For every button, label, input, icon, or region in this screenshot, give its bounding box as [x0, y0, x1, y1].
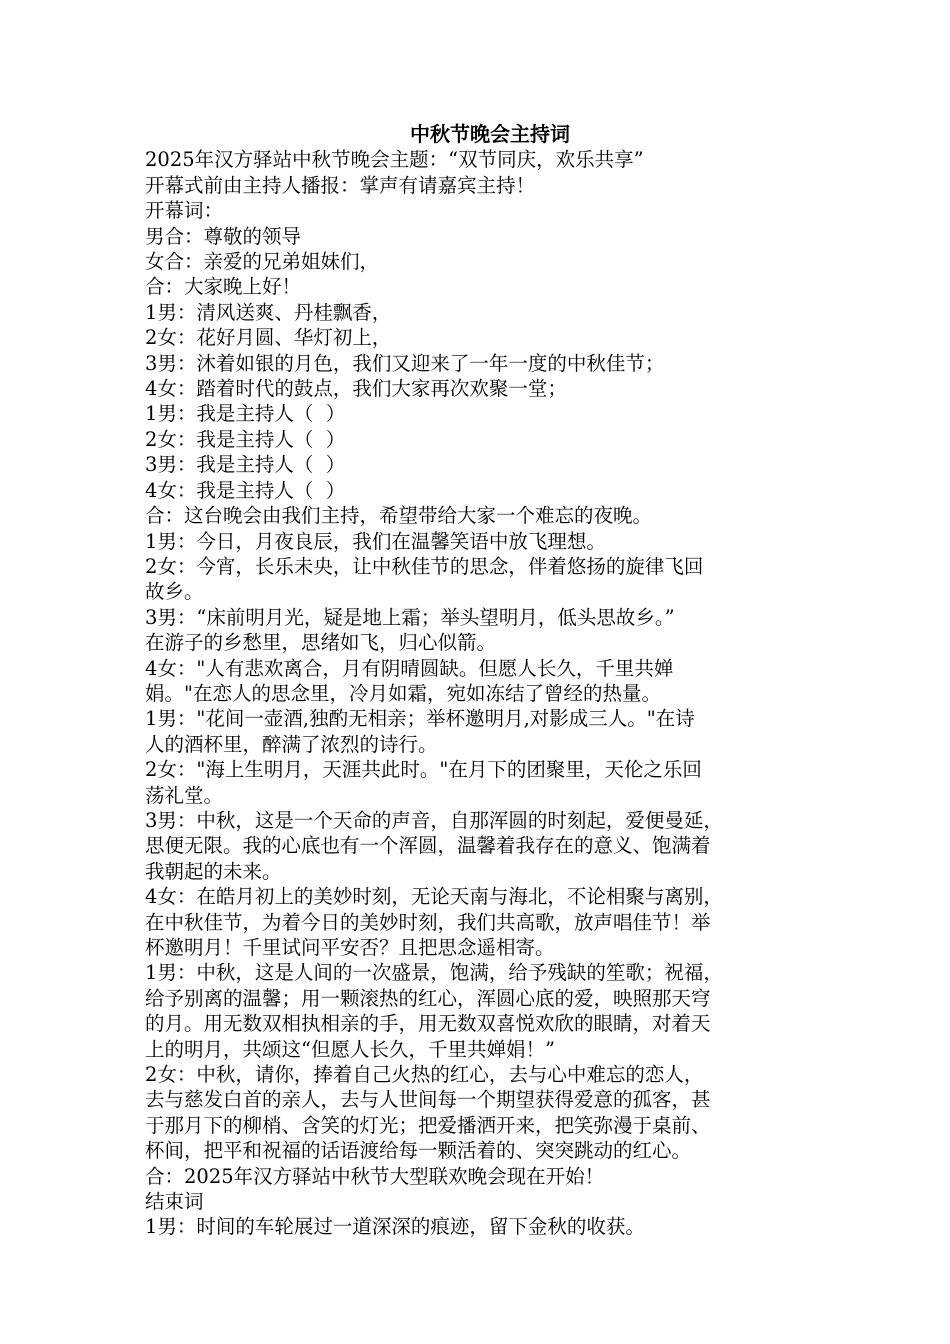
text-line: 女合：亲爱的兄弟姐妹们，	[145, 250, 380, 274]
text-line: 1男：今日，月夜良辰，我们在温馨笑语中放飞理想。	[145, 529, 606, 553]
text-line: 故乡。	[145, 580, 204, 604]
text-line: 合：2025年汉方驿站中秋节大型联欢晚会现在开始！	[145, 1164, 605, 1188]
text-line: 2女："海上生明月，天涯共此时。"在月下的团聚里，天伦之乐回	[145, 758, 702, 782]
text-line: 娟。"在恋人的思念里，冷月如霜，宛如冻结了曾经的热量。	[145, 681, 661, 705]
text-line: 人的酒杯里，醉满了浓烈的诗行。	[145, 732, 438, 756]
text-line: 荡礼堂。	[145, 783, 224, 807]
text-line: 去与慈发白首的亲人，去与人世间每一个期望获得爱意的孤客，甚	[145, 1088, 711, 1112]
text-line: 1男：中秋，这是人间的一次盛景，饱满，给予残缺的笙歌；祝福，	[145, 961, 723, 985]
text-line: 合：大家晚上好！	[145, 275, 302, 299]
text-line: 2女：我是主持人（ ）	[145, 427, 346, 451]
text-line: 杯邀明月！千里试问平安否？且把思念遥相寄。	[145, 936, 555, 959]
text-line: 3男：中秋，这是一个天命的声音，自那浑圆的时刻起，爱便曼延，	[145, 808, 723, 832]
text-line: 4女：踏着时代的鼓点，我们大家再次欢聚一堂；	[145, 377, 567, 401]
text-line: 结束词	[145, 1190, 204, 1214]
text-line: 开幕词：	[145, 199, 224, 223]
text-line: 1男：清风送爽、丹桂飘香，	[145, 300, 392, 324]
document-title: 中秋节晚会主持词	[410, 122, 570, 146]
text-line: 合：这台晚会由我们主持，希望带给大家一个难忘的夜晚。	[145, 504, 653, 528]
text-line: 1男：我是主持人（ ）	[145, 402, 346, 426]
text-line: 在游子的乡愁里，思绪如飞，归心似箭。	[145, 631, 497, 655]
text-line: 于那月下的柳梢、含笑的灯光；把爱播洒开来，把笑弥漫于桌前、	[145, 1113, 711, 1137]
document-page	[145, 122, 805, 1240]
text-line: 1男："花间一壶酒,独酌无相亲；举杯邀明月,对影成三人。"在诗	[145, 707, 695, 731]
text-line: 杯间，把平和祝福的话语渡给每一颗活着的、突突跳动的红心。	[145, 1139, 692, 1163]
document-body	[145, 147, 805, 1239]
text-line: 的月。用无数双相执相亲的手，用无数双喜悦欢欣的眼睛，对着天	[145, 1012, 711, 1036]
text-line: 2女：中秋，请你，捧着自己火热的红心，去与心中难忘的恋人，	[145, 1063, 704, 1087]
text-line: 在中秋佳节，为着今日的美妙时刻，我们共高歌，放声唱佳节！举	[145, 910, 711, 934]
text-line: 4女：在皓月初上的美妙时刻，无论天南与海北，不论相聚与离别，	[145, 885, 723, 909]
text-line: 男合：尊敬的领导	[145, 224, 302, 248]
text-line: 2025年汉方驿站中秋节晚会主题：“双节同庆，欢乐共享”	[145, 148, 644, 172]
text-line: 3男：沐着如银的月色，我们又迎来了一年一度的中秋佳节；	[145, 351, 665, 375]
text-line: 我朝起的未来。	[145, 859, 282, 883]
text-line: 4女：我是主持人（ ）	[145, 478, 346, 502]
text-line: 3男：“床前明月光，疑是地上霜；举头望明月，低头思故乡。”	[145, 605, 675, 629]
text-line: 思便无限。我的心底也有一个浑圆，温馨着我存在的意义、饱满着	[145, 834, 711, 858]
text-line: 1男：时间的车轮展过一道深深的痕迹，留下金秋的收获。	[145, 1215, 645, 1239]
text-line: 2女：今宵，长乐未央，让中秋佳节的思念，伴着悠扬的旋律飞回	[145, 554, 704, 578]
text-line: 3男：我是主持人（ ）	[145, 453, 346, 477]
text-line: 2女：花好月圆、华灯初上，	[145, 326, 392, 350]
text-line: 开幕式前由主持人播报：掌声有请嘉宾主持！	[145, 173, 536, 197]
text-line: 给予别离的温馨；用一颗滚热的红心，浑圆心底的爱，映照那天穹	[145, 986, 711, 1010]
text-line: 4女："人有悲欢离合，月有阴晴圆缺。但愿人长久，千里共婵	[145, 656, 674, 680]
text-line: 上的明月，共颂这“但愿人长久，千里共婵娟！”	[145, 1037, 555, 1061]
